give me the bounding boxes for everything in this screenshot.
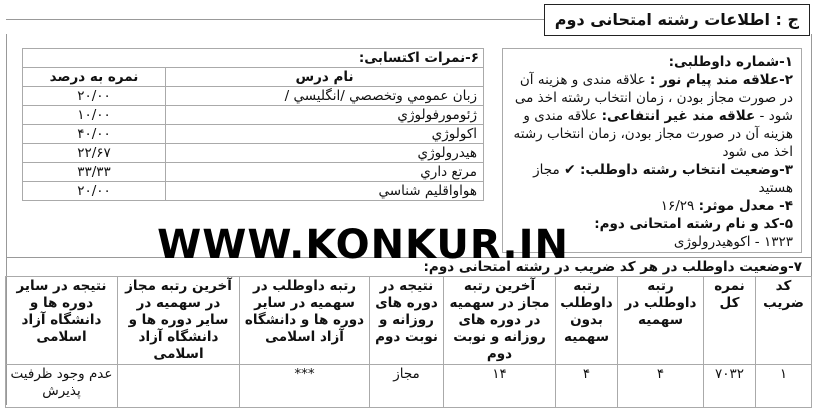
status-title: ۷-وضعیت داوطلب در هر کد ضریب در رشته امتحانی دوم: [6, 257, 812, 277]
info-line-5: ۵-کد و نام رشته امتحانی دوم: [594, 216, 793, 232]
info-line-2-label: ۲-علاقه مند پیام نور : [649, 72, 793, 88]
info-line-3: ۳-وضعیت انتخاب رشته داوطلب: ✔ مجاز هستید [533, 162, 793, 196]
status-col-last-rank-day: آخرین رتبه مجاز در سهمیه در دوره های روزانه و نوبت دوم [444, 277, 556, 365]
info-line-2-text: علاقه مندی و هزینه آن در صورت مجاز بودن ، زمان انتخاب رشته اخذ می شود - [514, 72, 793, 124]
status-col-total: نمره کل [704, 277, 756, 365]
table-row: مرتع داري ۳۳/۳۳ [23, 163, 484, 182]
info-line-1: ۱-شماره داوطلبی: [668, 54, 793, 70]
grades-title: ۶-نمرات اکتسابی: [22, 48, 484, 67]
section-title: ج : اطلاعات رشته امتحانی دوم [544, 4, 810, 36]
table-row: ۱ ۷۰۳۲ ۴ ۴ ۱۴ مجاز *** عدم وجود ظرفیت پذیرش [6, 365, 812, 408]
table-row: اكولوژي ۴۰/۰۰ [23, 125, 484, 144]
status-table [5, 276, 812, 408]
status-col-result-other: نتیجه در سایر دوره ها و دانشگاه آزاد اسلامی [6, 277, 118, 365]
field-code-name: ۱۳۲۳ - اکوهیدرولوژی [673, 234, 793, 250]
title-rule [6, 19, 578, 20]
status-col-coef: کد ضریب [756, 277, 812, 365]
info-line-2b-text: علاقه مندی و هزینه آن در صورت مجاز بودن، زمان انتخاب رشته اخذ می شود [513, 108, 793, 160]
selection-status: مجاز هستید [533, 162, 793, 196]
grades-col-score: نمره به درصد [23, 68, 166, 87]
table-row: زبان عمومي وتخصصي /انگليسي / ۲۰/۰۰ [23, 87, 484, 106]
status-col-rank-free: رتبه داوطلب بدون سهمیه [556, 277, 618, 365]
table-row: هواواقليم شناسي ۲۰/۰۰ [23, 182, 484, 201]
status-col-last-rank-other: آخرین رتبه مجاز در سهمیه در سایر دوره ها و دانشگاه آزاد اسلامی [118, 277, 240, 365]
table-row: هيدرولوژي ۲۲/۶۷ [23, 144, 484, 163]
grades-table [22, 48, 484, 201]
status-col-result-day: نتیجه در دوره های روزانه و نوبت دوم [370, 277, 444, 365]
status-col-rank-quota: رتبه داوطلب در سهمیه [618, 277, 704, 365]
status-col-rank-other: رتبه داوطلب در سهمیه در سایر دوره ها و دانشگاه آزاد اسلامی [240, 277, 370, 365]
grades-col-course: نام درس [166, 68, 484, 87]
table-row: ژئومورفولوژي ۱۰/۰۰ [23, 106, 484, 125]
watermark: WWW.KONKUR.IN [157, 222, 569, 268]
info-line-2b-label: علاقه مند غیر انتفاعی: [601, 108, 756, 124]
info-line-4: ۴- معدل موثر: ۱۶/۲۹ [660, 198, 793, 214]
gpa-value: ۱۶/۲۹ [660, 198, 695, 214]
info-line-2 [511, 71, 793, 161]
check-icon: ✔ [563, 162, 576, 178]
